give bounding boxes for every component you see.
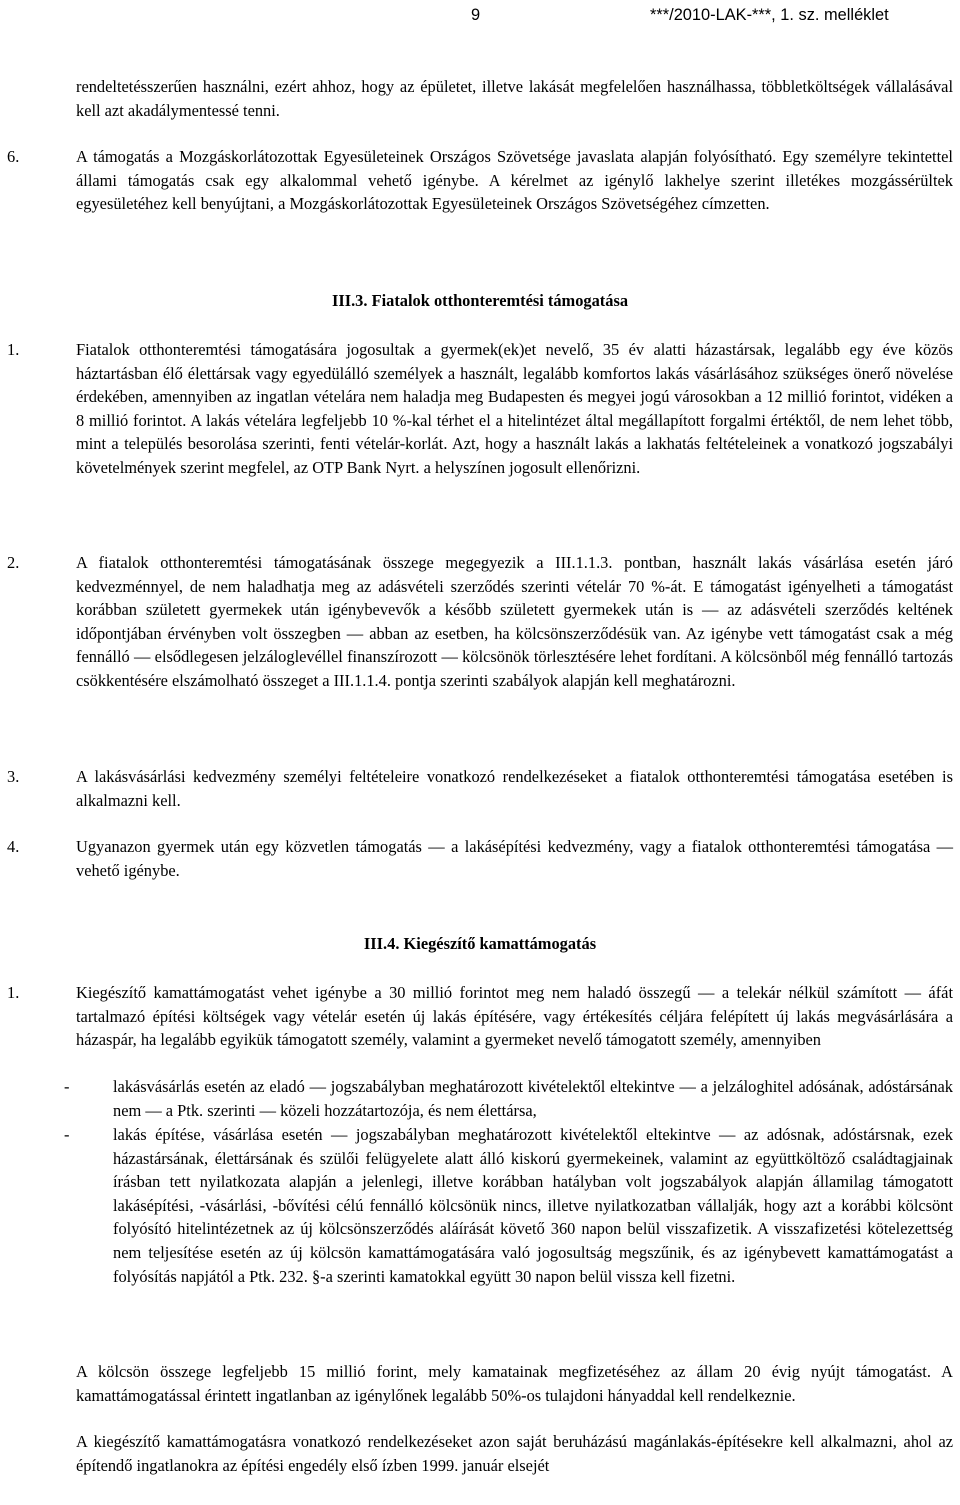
item-text: lakás építése, vásárlása esetén — jogszabályban meghatározott kivételektől eltekintve — az adósnak, adóstársnak, ezek házastársának, élettársának és szülői felügyelete alatt álló kiskorú gyermekeinek, valamint az együttköltöző családtagjainak írásban tett nyilatkozata alapján a jelenlegi, illetve korábban hatályban volt jogszabályok alapján államilag támogatott lakásépítési, -vásárlási, -bővítési célú fennálló kölcsönük nincs, illetve nyilatkozatban vállalják, hogy azt a korábbi kölcsönt folyósító hitelintézetnek az új kölcsönszerződés aláírását követő 360 napon belül visszafizetik. A visszafizetési kötelezettség nem teljesítése esetén az új kölcsön kamattámogatására való jogosultság megszűnik, és az igénybevett kamattámogatást a folyósítás napjától a Ptk. 232. §-a szerinti kamatokkal együtt 30 napon belül vissza kell fizetni. (113, 1125, 953, 1286)
item-text: Ugyanazon gyermek után egy közvetlen támogatás — a lakásépítési kedvezmény, vagy a fiatalok otthonteremtési támogatása — vehető igénybe. (76, 837, 953, 880)
item-text: Fiatalok otthonteremtési támogatására jogosultak a gyermek(ek)et nevelő, 35 év alatti házastársak, legalább egy éve közös háztartásban élő élettársak vagy egyedülálló személyek a használt, legalább komfortos lakás vásárlásához szükséges önerő növelése érdekében, amennyiben az ingatlan vételára nem haladja meg Budapesten és megyei jogú városokban a 12 millió forintot, vidéken a 8 millió forintot. A lakás vételára legfeljebb 10 %-kal térhet el a hitelintézet által megállapított forgalmi értéktől, de nem lehet több, mint a település besorolása szerinti, fenti vételár-korlát. Azt, hogy a használt lakás a lakhatás feltételeinek a vonatkozó jogszabályi követelmények szerint megfelel, az OTP Bank Nyrt. a helyszínen jogosult ellenőrizni. (76, 340, 953, 477)
intro-paragraph: rendeltetésszerűen használni, ezért ahhoz, hogy az épületet, illetve lakását megfelelően használhassa, többletköltségek vállalásával kell azt akadálymentessé tenni. (76, 77, 953, 120)
item-text: A támogatás a Mozgáskorlátozottak Egyesületeinek Országos Szövetsége javaslata alapján folyósítható. Egy személyre tekintettel állami támogatás csak egy alkalommal vehető igénybe. A kérelmet az igénylő lakhelye szerint illetékes mozgássérültek egyesületéhez kell benyújtani, a Mozgáskorlátozottak Egyesületeinek Országos Szövetségéhez címzetten. (76, 147, 953, 214)
item-number: 3. (7, 767, 20, 786)
paragraph: A kölcsön összege legfeljebb 15 millió forint, mely kamatainak megfizetéséhez az állam 20 évig nyújt támogatást. A kamattámogatással érintett ingatlanban az igénylőnek legalább 50%-os tulajdoni hányaddal kell rendelkeznie. (76, 1362, 953, 1405)
paragraph: A kiegészítő kamattámogatásra vonatkozó rendelkezéseket azon saját beruházású magánlakás-építésekre kell alkalmazni, ahol az építendő ingatlanokra az építési engedély első ízben 1999. január elsejét (76, 1432, 953, 1475)
item-number: 1. (7, 983, 20, 1002)
section-heading-4: III.4. Kiegészítő kamattámogatás (363, 934, 597, 953)
dash-marker: - (64, 1125, 70, 1144)
item-text: A fiatalok otthonteremtési támogatásának összege megegyezik a III.1.1.3. pontban, használt lakás vásárlása esetén járó kedvezménnyel, de nem haladhatja meg az adásvételi szerződés szerinti vételár 70 %-át. E támogatást igényelheti a támogatást korábban született gyermekek után igénybevevők a később született gyermekek után is — az adásvételi szerződés keltének időpontjában érvényben volt összegben — abban az esetben, ha kölcsönszerződésük van. Az igénybe vett támogatást csak a még fennálló — elsődlegesen jelzáloglevéllel finanszírozott — kölcsönök törlesztésére lehet fordítani. A kölcsönből még fennálló tartozás csökkentésére elszámolható összeget a III.1.1.4. pontja szerinti szabályok alapján kell meghatározni. (76, 553, 953, 690)
item-text: lakásvásárlás esetén az eladó — jogszabályban meghatározott kivételektől eltekintve — a jelzáloghitel adósának, adóstársának nem — a Ptk. szerinti — közeli hozzátartozója, és nem élettársa, (113, 1077, 953, 1120)
item-number: 4. (7, 837, 20, 856)
dash-marker: - (64, 1077, 70, 1096)
item-number: 2. (7, 553, 20, 572)
page-number: 9 (471, 6, 481, 24)
item-text: Kiegészítő kamattámogatást vehet igénybe a 30 millió forintot meg nem haladó összegű — a telekár nélkül számított — áfát tartalmazó építési költségek vagy vételár esetén új lakás építésére, vagy értékesítés céljára felépített új lakás megvásárlására a házaspár, ha legalább egyikük támogatott személy, valamint a gyermeket nevelő támogatott személy, amennyiben (76, 983, 953, 1050)
item-number: 1. (7, 340, 20, 359)
item-number: 6. (7, 147, 20, 166)
section-heading-3: III.3. Fiatalok otthonteremtési támogatása (331, 291, 629, 310)
item-text: A lakásvásárlási kedvezmény személyi feltételeire vonatkozó rendelkezéseket a fiatalok otthonteremtési támogatása esetében is alkalmazni kell. (76, 767, 953, 810)
document-reference: ***/2010-LAK-***, 1. sz. melléklet (650, 6, 889, 24)
